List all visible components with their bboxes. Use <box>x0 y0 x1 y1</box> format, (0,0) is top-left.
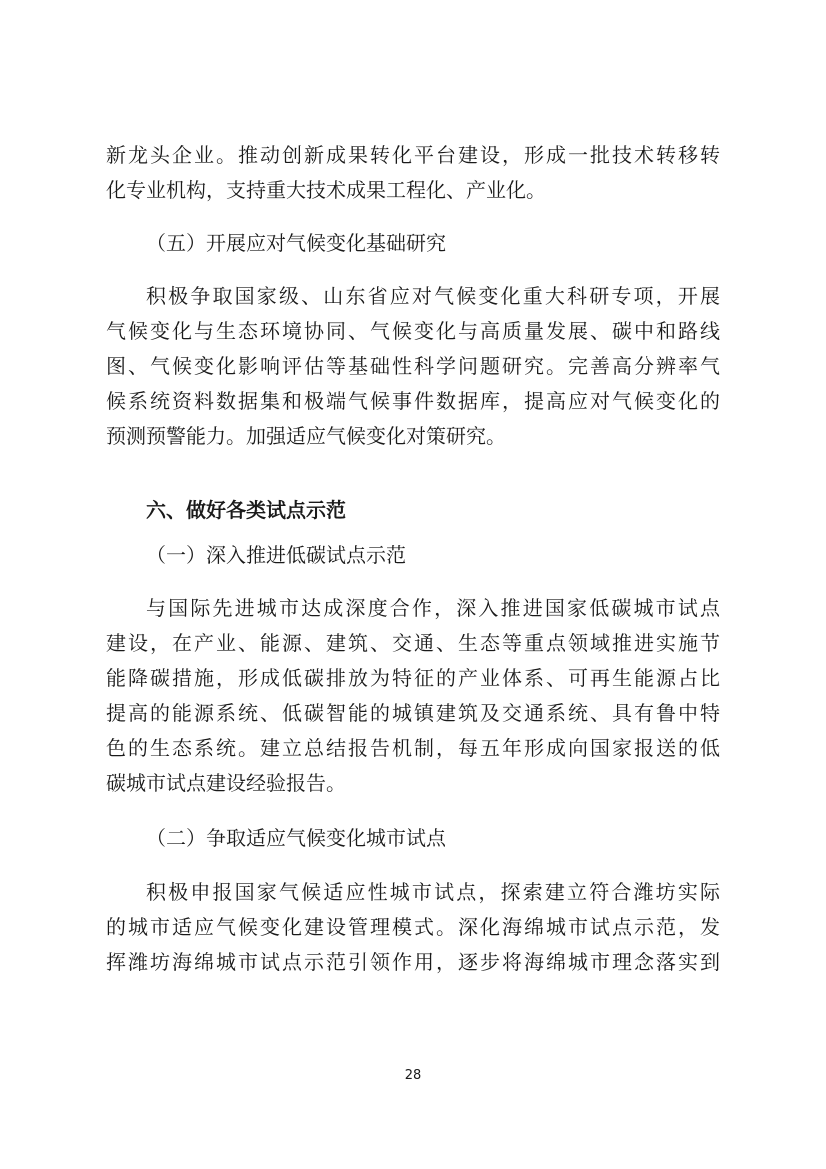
body-text-line: 图、气候变化影响评估等基础性科学问题研究。完善高分辨率气 <box>106 354 720 378</box>
body-text-line: 色的生态系统。建立总结报告机制，每五年形成向国家报送的低 <box>106 736 720 760</box>
body-text-line: 气候变化与生态环境协同、气候变化与高质量发展、碳中和路线 <box>106 319 720 343</box>
section-heading: （一）深入推进低碳试点示范 <box>146 543 406 567</box>
body-text-line: 的城市适应气候变化建设管理模式。深化海绵城市试点示范，发 <box>106 915 720 939</box>
body-text-line: 与国际先进城市达成深度合作，深入推进国家低碳城市试点 <box>146 596 720 620</box>
body-text-line: 提高的能源系统、低碳智能的城镇建筑及交通系统、具有鲁中特 <box>106 701 720 725</box>
body-text-line: 积极申报国家气候适应性城市试点，探索建立符合潍坊实际 <box>146 880 720 904</box>
section-heading: （五）开展应对气候变化基础研究 <box>146 231 446 255</box>
chapter-heading: 六、做好各类试点示范 <box>146 498 346 522</box>
body-text-line: 碳城市试点建设经验报告。 <box>106 771 346 795</box>
body-text-line: 化专业机构，支持重大技术成果工程化、产业化。 <box>106 178 546 202</box>
page-number: 28 <box>404 1068 422 1083</box>
body-text-line: 新龙头企业。推动创新成果转化平台建设，形成一批技术转移转 <box>106 143 720 167</box>
section-heading: （二）争取适应气候变化城市试点 <box>146 826 446 850</box>
body-text-line: 能降碳措施，形成低碳排放为特征的产业体系、可再生能源占比 <box>106 666 720 690</box>
body-text-line: 积极争取国家级、山东省应对气候变化重大科研专项，开展 <box>146 284 720 308</box>
body-text-line: 候系统资料数据集和极端气候事件数据库，提高应对气候变化的 <box>106 389 720 413</box>
body-text-line: 挥潍坊海绵城市试点示范引领作用，逐步将海绵城市理念落实到 <box>106 950 720 974</box>
body-text-line: 建设，在产业、能源、建筑、交通、生态等重点领域推进实施节 <box>106 631 720 655</box>
body-text-line: 预测预警能力。加强适应气候变化对策研究。 <box>106 424 506 448</box>
